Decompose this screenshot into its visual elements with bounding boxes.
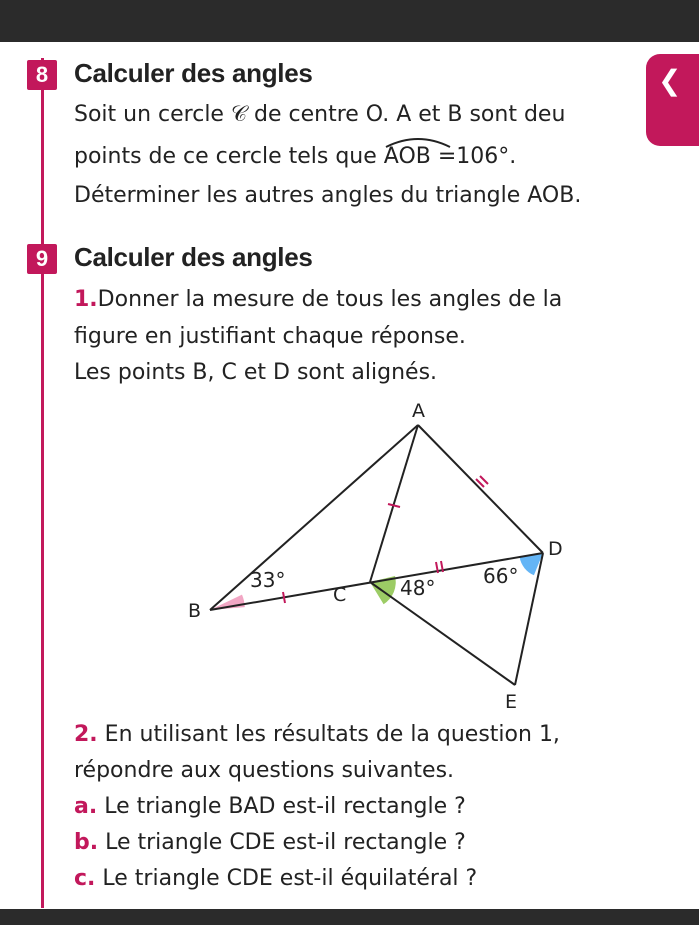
segment-de xyxy=(515,553,543,685)
question-1-text: Donner la mesure de tous les angles de la xyxy=(97,287,563,312)
question-2-number: 2. xyxy=(74,722,98,747)
exercise-9-question-1-line-3: Les points B, C et D sont alignés. xyxy=(74,360,438,385)
point-e-label: E xyxy=(505,691,518,713)
question-2-line-2: répondre aux questions suivantes. xyxy=(74,758,455,783)
question-2c-letter: c. xyxy=(74,866,96,891)
bottom-bar xyxy=(0,909,699,925)
exercise-8-title: Calculer des angles xyxy=(74,58,313,88)
angle-b-label: 33° xyxy=(250,568,286,592)
question-2a-letter: a. xyxy=(74,794,98,819)
side-tab-button[interactable] xyxy=(646,54,699,146)
question-2c xyxy=(74,866,477,891)
segment-ce xyxy=(370,582,515,685)
exercise-8-line-2-start: points de ce cercle tels que xyxy=(74,144,384,169)
exercise-9-question-1-line-2: figure en justifiant chaque réponse. xyxy=(74,324,466,349)
exercise-8-line-2-end: =106°. xyxy=(430,144,517,169)
segment-ad xyxy=(418,425,543,553)
point-c-label: C xyxy=(333,584,347,606)
tick-bc xyxy=(283,592,285,603)
question-2b-text: Le triangle CDE est-il rectangle ? xyxy=(98,830,466,855)
angle-hat-icon xyxy=(384,135,452,149)
angle-aob xyxy=(384,144,431,169)
question-1-number: 1. xyxy=(74,287,98,312)
question-2a xyxy=(74,794,466,819)
segment-ac xyxy=(370,425,418,582)
chevron-left-icon: ❮ xyxy=(658,64,682,97)
exercise-9-title: Calculer des angles xyxy=(74,242,313,272)
point-a-label: A xyxy=(412,400,425,422)
question-2b xyxy=(74,830,466,855)
angle-d-label: 66° xyxy=(483,564,519,588)
question-2b-letter: b. xyxy=(74,830,99,855)
question-2-text: En utilisant les résultats de la question 1, xyxy=(97,722,560,747)
exercise-8-line-2 xyxy=(74,144,516,169)
point-d-label: D xyxy=(548,538,563,560)
question-2c-text: Le triangle CDE est-il équilatéral ? xyxy=(95,866,478,891)
question-2-line-1 xyxy=(74,722,560,747)
angle-c-label: 48° xyxy=(400,576,436,600)
point-b-label: B xyxy=(188,600,202,622)
top-bar xyxy=(0,0,699,42)
exercise-9-question-1-line-1 xyxy=(74,287,562,312)
exercise-9-number: 9 xyxy=(27,244,57,274)
question-2a-text: Le triangle BAD est-il rectangle ? xyxy=(97,794,466,819)
geometry-figure xyxy=(180,395,600,715)
angle-aob-label: AOB xyxy=(383,144,431,169)
exercise-8-line-1: Soit un cercle 𝒞 de centre O. A et B sont deu xyxy=(74,102,566,127)
sidebar-accent-line xyxy=(41,58,44,908)
exercise-8-number: 8 xyxy=(27,60,57,90)
exercise-8-line-3: Déterminer les autres angles du triangle AOB. xyxy=(74,183,582,208)
